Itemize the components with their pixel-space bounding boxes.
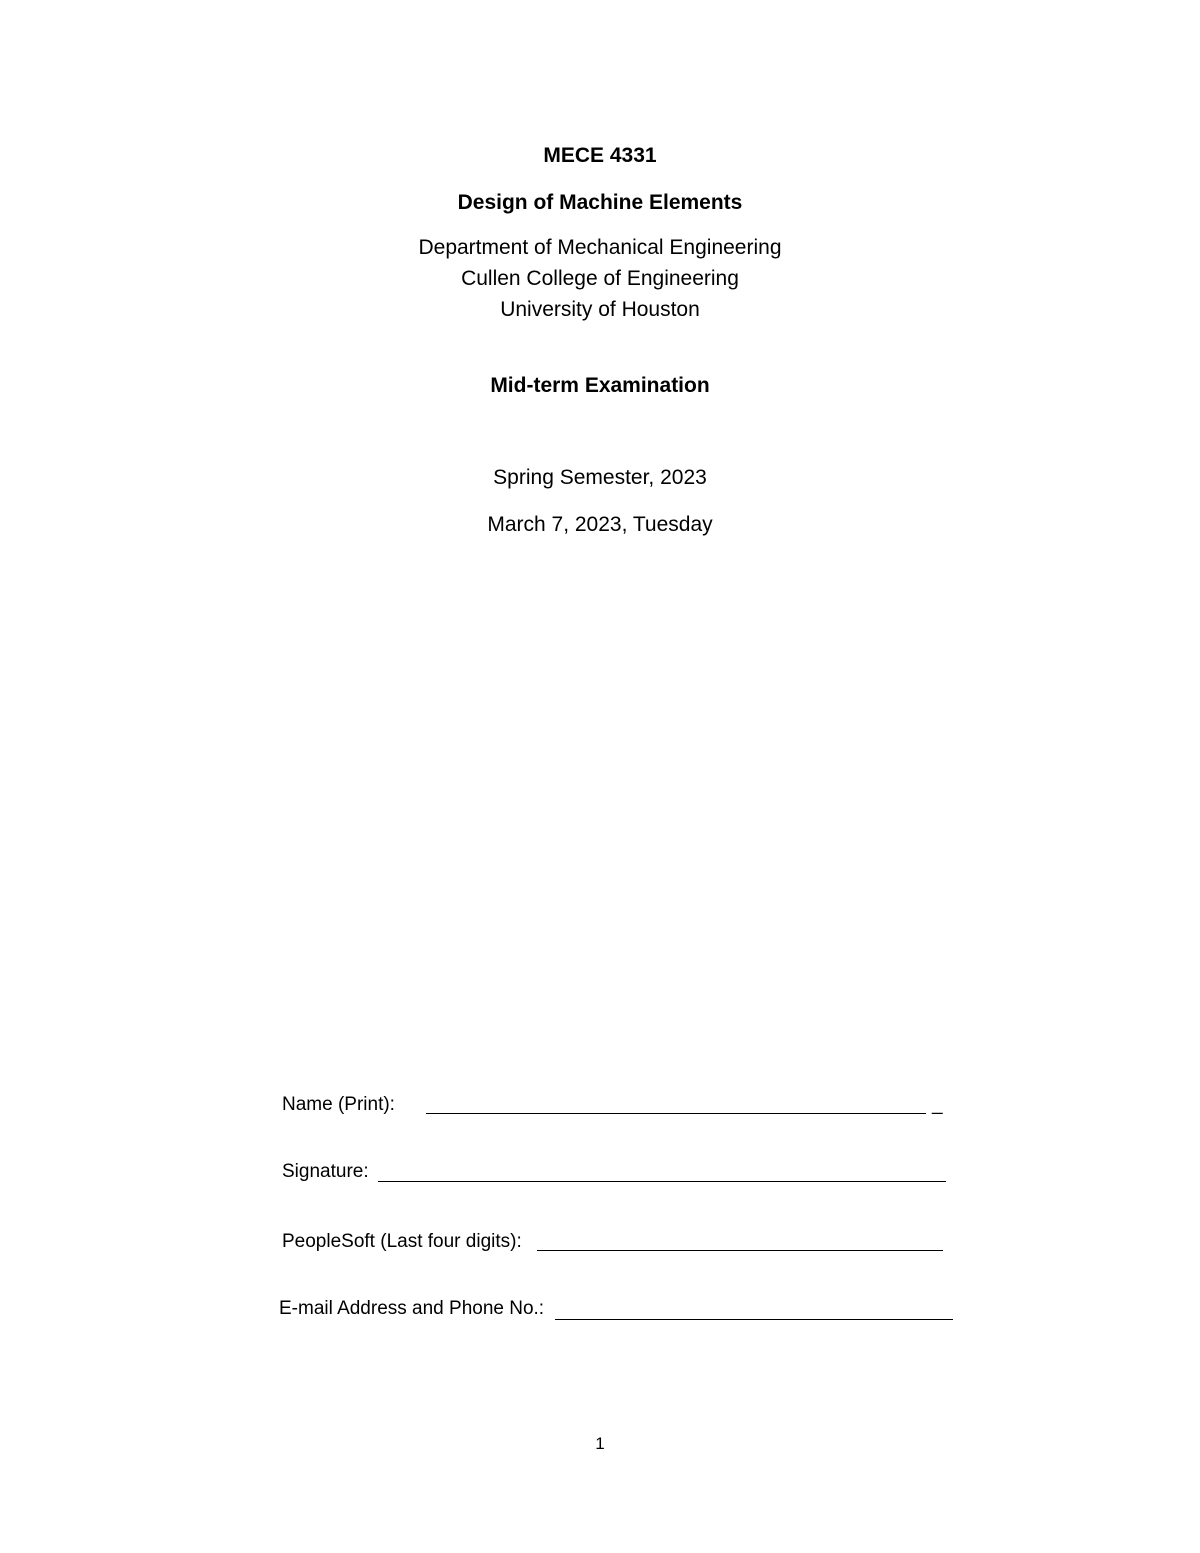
name-label: Name (Print): — [282, 1094, 395, 1115]
page-number: 1 — [595, 1434, 605, 1453]
name-field[interactable] — [426, 1113, 926, 1114]
department: Department of Mechanical Engineering — [418, 236, 782, 259]
peoplesoft-label: PeopleSoft (Last four digits): — [282, 1231, 522, 1252]
peoplesoft-field[interactable] — [537, 1250, 943, 1251]
email-phone-field[interactable] — [555, 1319, 953, 1320]
name-field-tail: _ — [932, 1094, 943, 1115]
exam-date: March 7, 2023, Tuesday — [487, 513, 713, 536]
signature-label: Signature: — [282, 1161, 369, 1182]
course-title: Design of Machine Elements — [457, 191, 743, 214]
course-code: MECE 4331 — [543, 144, 657, 167]
university: University of Houston — [500, 298, 700, 321]
email-phone-label: E-mail Address and Phone No.: — [279, 1298, 545, 1319]
college: Cullen College of Engineering — [461, 267, 739, 290]
signature-field[interactable] — [378, 1181, 946, 1182]
semester: Spring Semester, 2023 — [493, 466, 707, 489]
exam-title: Mid-term Examination — [490, 374, 710, 397]
